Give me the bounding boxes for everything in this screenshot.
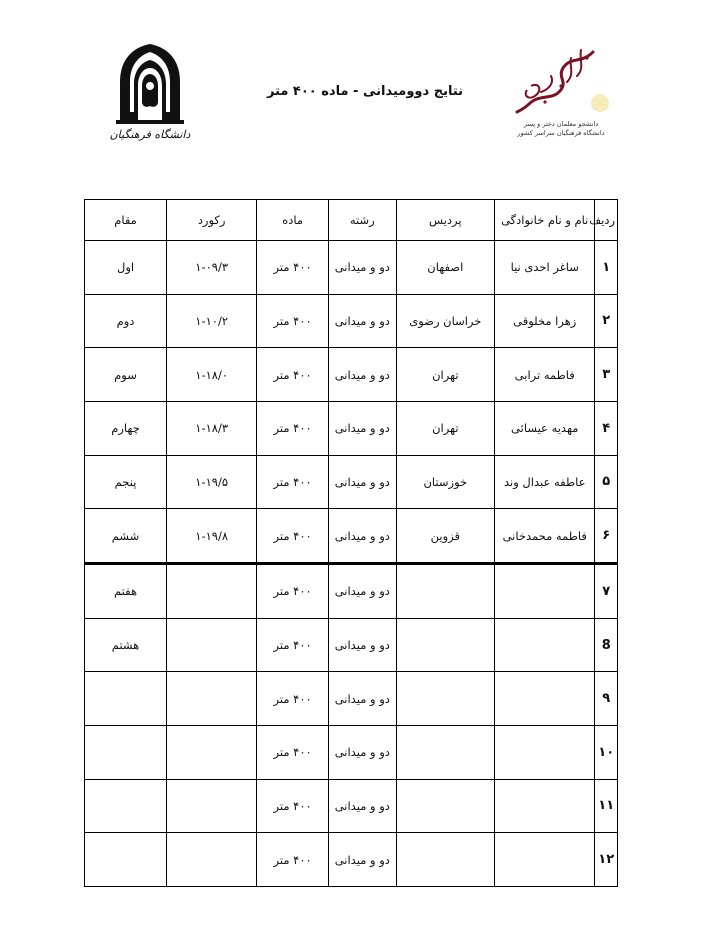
row-field: دو و میدانی — [328, 726, 396, 780]
emblem-icon — [108, 40, 192, 128]
table-row — [85, 833, 618, 887]
row-name: عاطفه عبدال وند — [495, 455, 595, 509]
row-subject: ۴۰۰ متر — [257, 726, 329, 780]
row-index: ۱ — [595, 241, 618, 295]
row-subject: ۴۰۰ متر — [257, 401, 329, 455]
row-name: زهرا مخلوقی — [495, 294, 595, 348]
row-subject: ۴۰۰ متر — [257, 563, 329, 618]
row-name — [495, 563, 595, 618]
header-index: ردیف — [595, 200, 618, 241]
row-campus: تهران — [396, 348, 494, 402]
row-record: ۱-۱۹/۸ — [167, 509, 257, 564]
row-rank: اول — [85, 241, 167, 295]
row-name — [495, 726, 595, 780]
row-name — [495, 672, 595, 726]
table-row — [85, 241, 618, 295]
row-rank: هشتم — [85, 618, 167, 672]
row-campus: خوزستان — [396, 455, 494, 509]
row-subject: ۴۰۰ متر — [257, 348, 329, 402]
row-record: ۱-۱۸/۰ — [167, 348, 257, 402]
row-index: ۳ — [595, 348, 618, 402]
header-name: نام و نام خانوادگی — [495, 200, 595, 241]
row-field: دو و میدانی — [328, 294, 396, 348]
row-index: ۵ — [595, 455, 618, 509]
table-row — [85, 455, 618, 509]
row-name — [495, 779, 595, 833]
row-field: دو و میدانی — [328, 401, 396, 455]
row-campus: قزوین — [396, 509, 494, 564]
table-row — [85, 563, 618, 618]
logo-caption: دانشگاه فرهنگیان — [109, 128, 191, 141]
row-record: ۱-۰۹/۳ — [167, 241, 257, 295]
olympiad-logo — [505, 44, 617, 154]
table-row — [85, 294, 618, 348]
row-campus — [396, 833, 494, 887]
table-row — [85, 726, 618, 780]
table-row — [85, 672, 618, 726]
table-header-row — [85, 200, 618, 241]
row-campus — [396, 618, 494, 672]
row-name — [495, 618, 595, 672]
row-campus — [396, 779, 494, 833]
row-field: دو و میدانی — [328, 833, 396, 887]
row-subject: ۴۰۰ متر — [257, 833, 329, 887]
row-name: مهدیه عیسائی — [495, 401, 595, 455]
row-record — [167, 672, 257, 726]
row-field: دو و میدانی — [328, 348, 396, 402]
row-rank — [85, 726, 167, 780]
table-row — [85, 618, 618, 672]
table-row — [85, 348, 618, 402]
page-title: نتایج دوومیدانی - ماده ۴۰۰ متر — [266, 84, 464, 99]
row-record — [167, 726, 257, 780]
row-index: ۴ — [595, 401, 618, 455]
row-subject: ۴۰۰ متر — [257, 294, 329, 348]
row-index: ۹ — [595, 672, 618, 726]
row-campus: اصفهان — [396, 241, 494, 295]
seal-mark — [591, 94, 609, 112]
row-field: دو و میدانی — [328, 672, 396, 726]
row-field: دو و میدانی — [328, 563, 396, 618]
row-rank — [85, 779, 167, 833]
row-field: دو و میدانی — [328, 455, 396, 509]
row-index: 8 — [595, 618, 618, 672]
row-record — [167, 779, 257, 833]
table-row — [85, 509, 618, 564]
row-rank — [85, 672, 167, 726]
row-rank: سوم — [85, 348, 167, 402]
header-rank: مقام — [85, 200, 167, 241]
row-field: دو و میدانی — [328, 779, 396, 833]
calligraphy-icon — [511, 46, 601, 116]
row-rank: هفتم — [85, 563, 167, 618]
row-rank: چهارم — [85, 401, 167, 455]
row-subject: ۴۰۰ متر — [257, 618, 329, 672]
row-name — [495, 833, 595, 887]
row-record — [167, 563, 257, 618]
logo-subtitle-2: دانشگاه فرهنگیان سراسر کشور — [517, 129, 605, 137]
row-campus — [396, 726, 494, 780]
row-subject: ۴۰۰ متر — [257, 509, 329, 564]
row-subject: ۴۰۰ متر — [257, 672, 329, 726]
row-index: ۷ — [595, 563, 618, 618]
row-rank: ششم — [85, 509, 167, 564]
row-field: دو و میدانی — [328, 618, 396, 672]
row-campus — [396, 672, 494, 726]
row-index: ۲ — [595, 294, 618, 348]
row-subject: ۴۰۰ متر — [257, 455, 329, 509]
row-field: دو و میدانی — [328, 241, 396, 295]
row-record: ۱-۱۰/۲ — [167, 294, 257, 348]
row-field: دو و میدانی — [328, 509, 396, 564]
row-campus: خراسان رضوی — [396, 294, 494, 348]
row-rank: دوم — [85, 294, 167, 348]
university-logo — [108, 40, 192, 152]
row-name: فاطمه ترابی — [495, 348, 595, 402]
table-row — [85, 779, 618, 833]
row-index: ۱۲ — [595, 833, 618, 887]
row-name: ساغر احدی نیا — [495, 241, 595, 295]
header-campus: پردیس — [396, 200, 494, 241]
header-subject: ماده — [257, 200, 329, 241]
row-index: ۱۰ — [595, 726, 618, 780]
row-subject: ۴۰۰ متر — [257, 779, 329, 833]
row-record: ۱-۱۸/۳ — [167, 401, 257, 455]
header-record: رکورد — [167, 200, 257, 241]
row-rank: پنجم — [85, 455, 167, 509]
row-campus: تهران — [396, 401, 494, 455]
results-table — [84, 199, 618, 887]
row-record — [167, 618, 257, 672]
row-index: ۶ — [595, 509, 618, 564]
row-record — [167, 833, 257, 887]
row-name: فاطمه محمدخانی — [495, 509, 595, 564]
row-index: ۱۱ — [595, 779, 618, 833]
row-campus — [396, 563, 494, 618]
logo-subtitle-1: دانشجو معلمان دختر و پسر — [523, 120, 599, 128]
table-row — [85, 401, 618, 455]
header-field: رشته — [328, 200, 396, 241]
row-subject: ۴۰۰ متر — [257, 241, 329, 295]
row-record: ۱-۱۹/۵ — [167, 455, 257, 509]
row-rank — [85, 833, 167, 887]
